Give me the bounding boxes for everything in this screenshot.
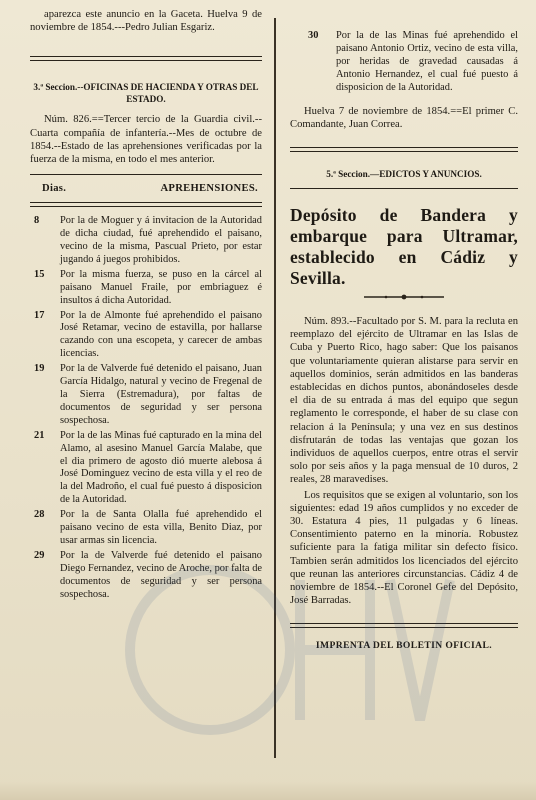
entries-list bbox=[30, 215, 262, 601]
entry-text: Por la de las Minas fué capturado en la mina del Alamo, al asesino Manuel García Malabe, que el dia primero de agosto dió muerte alebosa á José Dominguez vecino de esta villa y el reo de la del Madroño, el cual fué puesto á disposicion de la Autoridad. bbox=[60, 429, 262, 506]
entry-text: Por la de Valverde fué detenido el paisano, Juan García Hidalgo, natural y vecino de Fregenal de la Sierra (Estremadura), por faltas de documentos de seguridad y ser persona sospechosa. bbox=[60, 363, 262, 426]
page-bottom-edge bbox=[0, 782, 536, 800]
column-divider bbox=[274, 18, 276, 758]
entry-text: Por la misma fuerza, se puso en la cárcel al paisano Manuel Fraile, por embriaguez é insultos á dicha Autoridad. bbox=[60, 268, 262, 306]
ornament-divider bbox=[290, 293, 518, 303]
list-item bbox=[290, 30, 518, 95]
list-item bbox=[30, 363, 262, 428]
top-fragment: aparezca este anuncio en la Gaceta. Huelva 9 de noviembre de 1854.---Pedro Julian Esgariz. bbox=[30, 9, 262, 34]
left-column bbox=[30, 6, 262, 602]
entry-text: Por la de Moguer y á invitacion de la Autoridad de dicha ciudad, fué aprehendido el paisano, vecino de la misma, Pascual Prieto, por estar jugando á juegos prohibidos. bbox=[60, 215, 262, 265]
entry-day: 29 bbox=[34, 549, 45, 561]
list-item bbox=[30, 430, 262, 507]
notice-title: Depósito de Bandera y embarque para Ultramar, establecido en Cádiz y Sevilla. bbox=[290, 204, 518, 288]
notice-paragraph-1: Núm. 893.--Facultado por S. M. para la recluta en reemplazo del ejército de Ultramar en las Islas de Cuba y Puerto Rico, hago saber: Que los paisanos que voluntariamente quieran alistarse para servir en aquellos dominios, serán admitidos en las banderas establecidas en dichos puntos, abonándoseles desde el dia de su entrada á mas del equipo que segun reglamento le corresponde, el haber de su clase con relacion á la Península; y una vez en sus destinos disfrutarán de todas las ventajas que gozan los individuos de aquellos cuerpos, entre otras el servir solo por seis años y la paga mensual de 10 duros, 2 reales, 28 maravedises. bbox=[290, 315, 518, 486]
double-rule bbox=[30, 56, 262, 61]
col-aprehensiones-header: APREHENSIONES. bbox=[160, 183, 258, 195]
entry-day: 15 bbox=[34, 268, 45, 280]
list-item bbox=[30, 550, 262, 602]
estado-intro: Núm. 826.==Tercer tercio de la Guardia civil.--Cuarta compañía de infantería.--Mes de octubre de 1854.--Estado de las aprehensiones verificadas por la fuerza de la misma, en todo el mes anterior. bbox=[30, 114, 262, 166]
entry-day: 28 bbox=[34, 509, 45, 521]
table-header bbox=[30, 183, 262, 194]
entry-day: 17 bbox=[34, 309, 45, 321]
entry-text: Por la de Santa Olalla fué aprehendido el paisano vecino de esta villa, Benito Diaz, por usar armas sin licencia. bbox=[60, 509, 262, 546]
section-heading-hacienda: 3.ª Seccion.--OFICINAS DE HACIENDA Y OTRAS DEL ESTADO. bbox=[33, 82, 259, 105]
section-rule bbox=[290, 188, 518, 189]
notice-paragraph-2: Los requisitos que se exigen al voluntario, son los siguientes: edad 19 años cumplidos y no exceder de 30. Estatura 4 pies, 11 pulgadas y 6 líneas. Consentimiento paterno en la minoría. Robustez suficiente para la fatiga militar sin defecto físico. Tambien serán admitidos los licenciados del ejército que reunan las anteriores circunstancias. Cádiz 4 de noviembre de 1854.--El Coronel Gefe del Depósito, José Barradas. bbox=[290, 489, 518, 607]
entry-day: 30 bbox=[308, 30, 319, 41]
list-item bbox=[30, 509, 262, 548]
table-top-rule bbox=[30, 174, 262, 175]
entry-text: Por la de Almonte fué aprehendido el paisano José Retamar, vecino de estavilla, por hallarse cazando con una escopeta, y carecer de ambas licencias. bbox=[60, 309, 262, 360]
list-item bbox=[30, 215, 262, 267]
list-item bbox=[30, 310, 262, 362]
double-rule bbox=[290, 147, 518, 152]
entry-text: Por la de las Minas fué aprehendido el paisano Antonio Ortiz, vecino de esta villa, por heridas de gravedad causadas á Antonio Hernandez, el cual fué puesto á disposicion de la Autoridad. bbox=[336, 30, 518, 93]
signature-line: Huelva 7 de noviembre de 1854.==El primer C. Comandante, Juan Correa. bbox=[290, 105, 518, 130]
section-heading-edictos: 5.ª Seccion.—EDICTOS Y ANUNCIOS. bbox=[326, 168, 482, 179]
entry-text: Por la de Valverde fué detenido el paisano Diego Fernandez, vecino de Aroche, por falta de documentos de seguridad y ser persona sospechosa. bbox=[60, 549, 262, 600]
ornament-icon bbox=[364, 293, 444, 301]
entry-day: 21 bbox=[34, 429, 45, 441]
printer-imprint: IMPRENTA DEL BOLETIN OFICIAL. bbox=[315, 640, 493, 652]
right-column bbox=[290, 30, 518, 651]
entry-day: 8 bbox=[34, 215, 40, 227]
double-rule bbox=[290, 623, 518, 628]
table-header-rule bbox=[30, 202, 262, 207]
list-item bbox=[30, 269, 262, 308]
col-dias-header: Dias. bbox=[42, 183, 67, 195]
entry-day: 19 bbox=[34, 363, 45, 375]
